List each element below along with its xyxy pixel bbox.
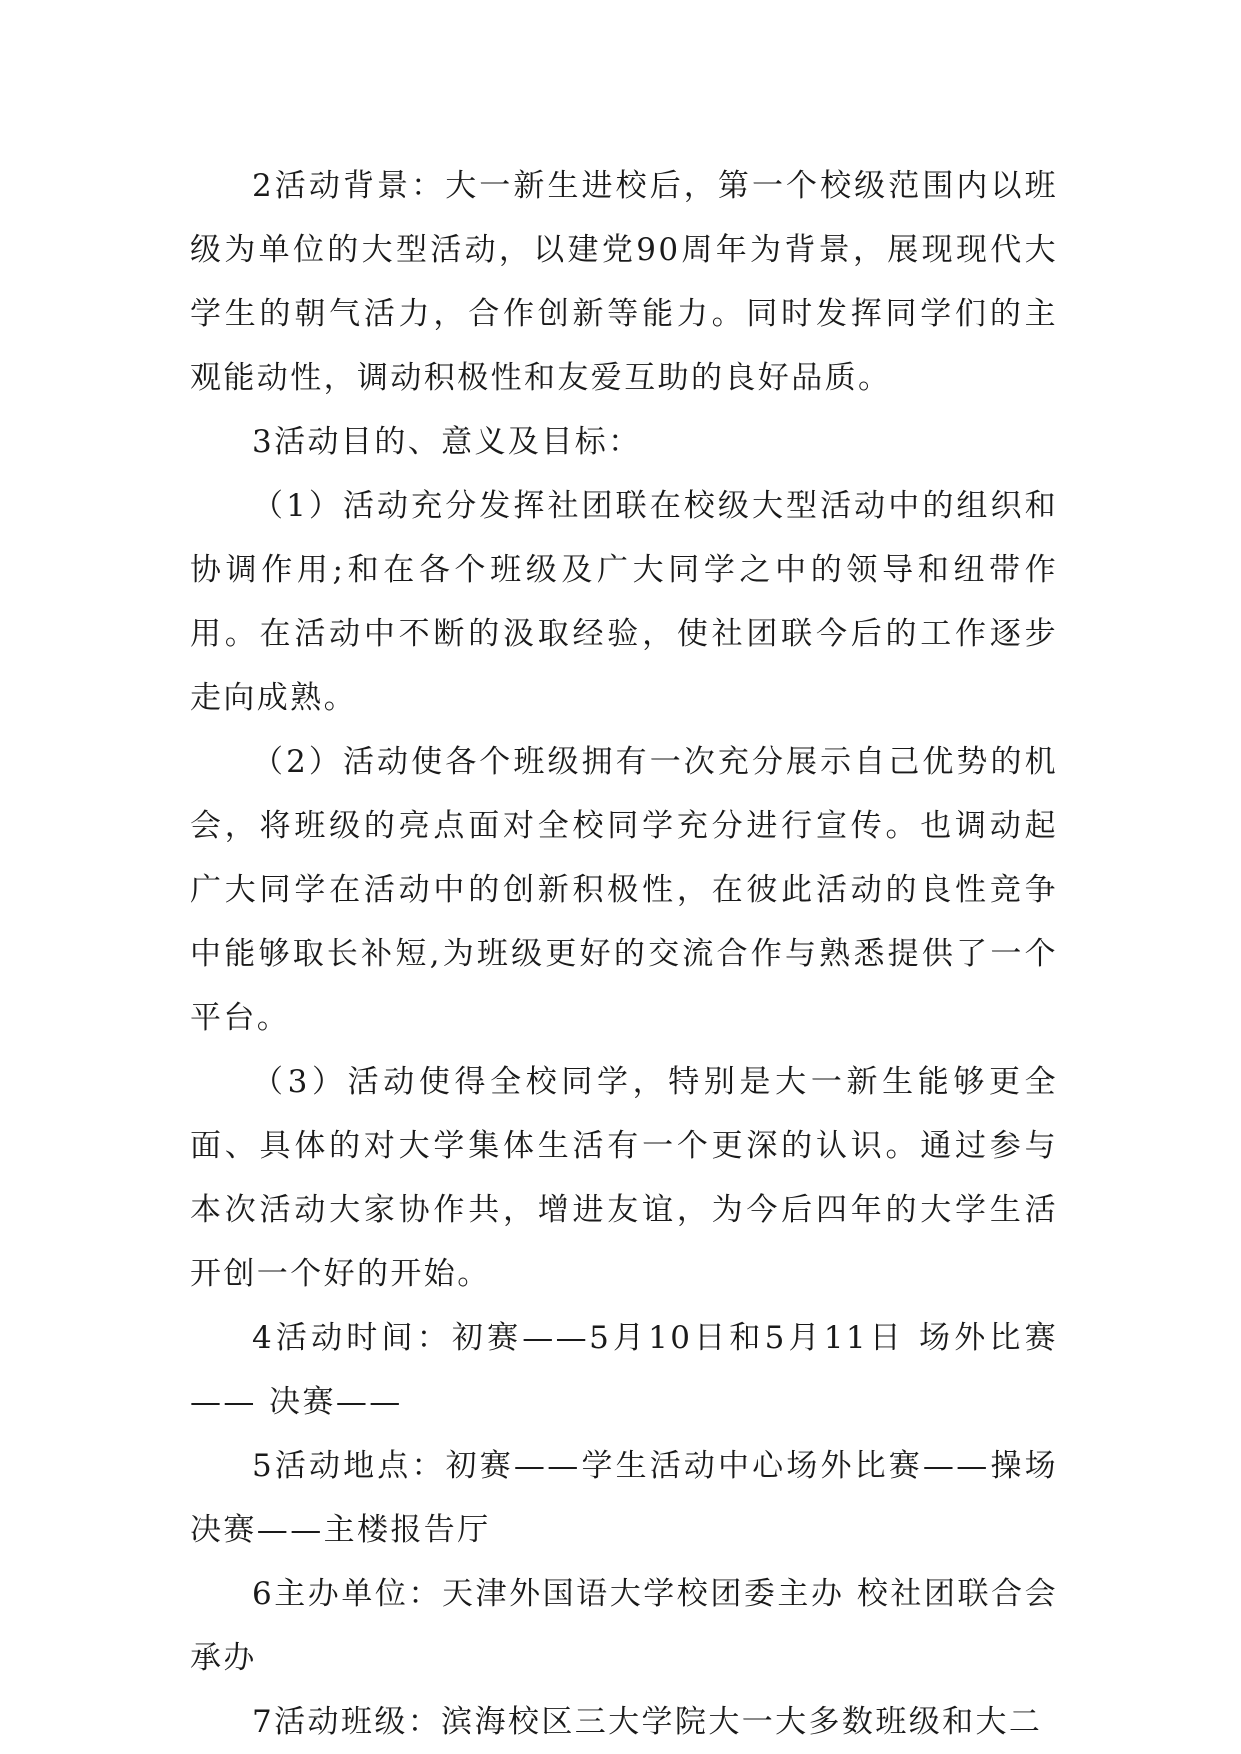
paragraph-background: 2活动背景：大一新生进校后，第一个校级范围内以班级为单位的大型活动，以建党90周年为背景，展现现代大学生的朝气活力，合作创新等能力。同时发挥同学们的主观能动性，调动积极性和友爱互助的良好品质。 <box>190 168 1058 396</box>
paragraph-purpose-2: （2）活动使各个班级拥有一次充分展示自己优势的机会，将班级的亮点面对全校同学充分进行宣传。也调动起广大同学在活动中的创新积极性，在彼此活动的良性竞争中能够取长补短,为班级更好的交流合作与熟悉提供了一个平台。 <box>190 744 1058 1036</box>
paragraph-purpose-heading: 3活动目的、意义及目标： <box>252 424 642 460</box>
paragraph-classes: 7活动班级：滨海校区三大学院大一大多数班级和大二 <box>252 1704 1043 1740</box>
paragraph-purpose-3: （3）活动使得全校同学，特别是大一新生能够更全面、具体的对大学集体生活有一个更深的认识。通过参与本次活动大家协作共，增进友谊，为今后四年的大学生活开创一个好的开始。 <box>190 1064 1058 1292</box>
paragraph-organizer: 6主办单位：天津外国语大学校团委主办 校社团联合会承办 <box>190 1576 1058 1676</box>
paragraph-location: 5活动地点：初赛——学生活动中心场外比赛——操场决赛——主楼报告厅 <box>190 1448 1058 1548</box>
paragraph-purpose-1: （1）活动充分发挥社团联在校级大型活动中的组织和协调作用;和在各个班级及广大同学之中的领导和纽带作用。在活动中不断的汲取经验，使社团联今后的工作逐步走向成熟。 <box>190 488 1058 716</box>
paragraph-time: 4活动时间：初赛——5月10日和5月11日 场外比赛—— 决赛—— <box>190 1320 1058 1420</box>
document-body <box>190 154 1058 1754</box>
